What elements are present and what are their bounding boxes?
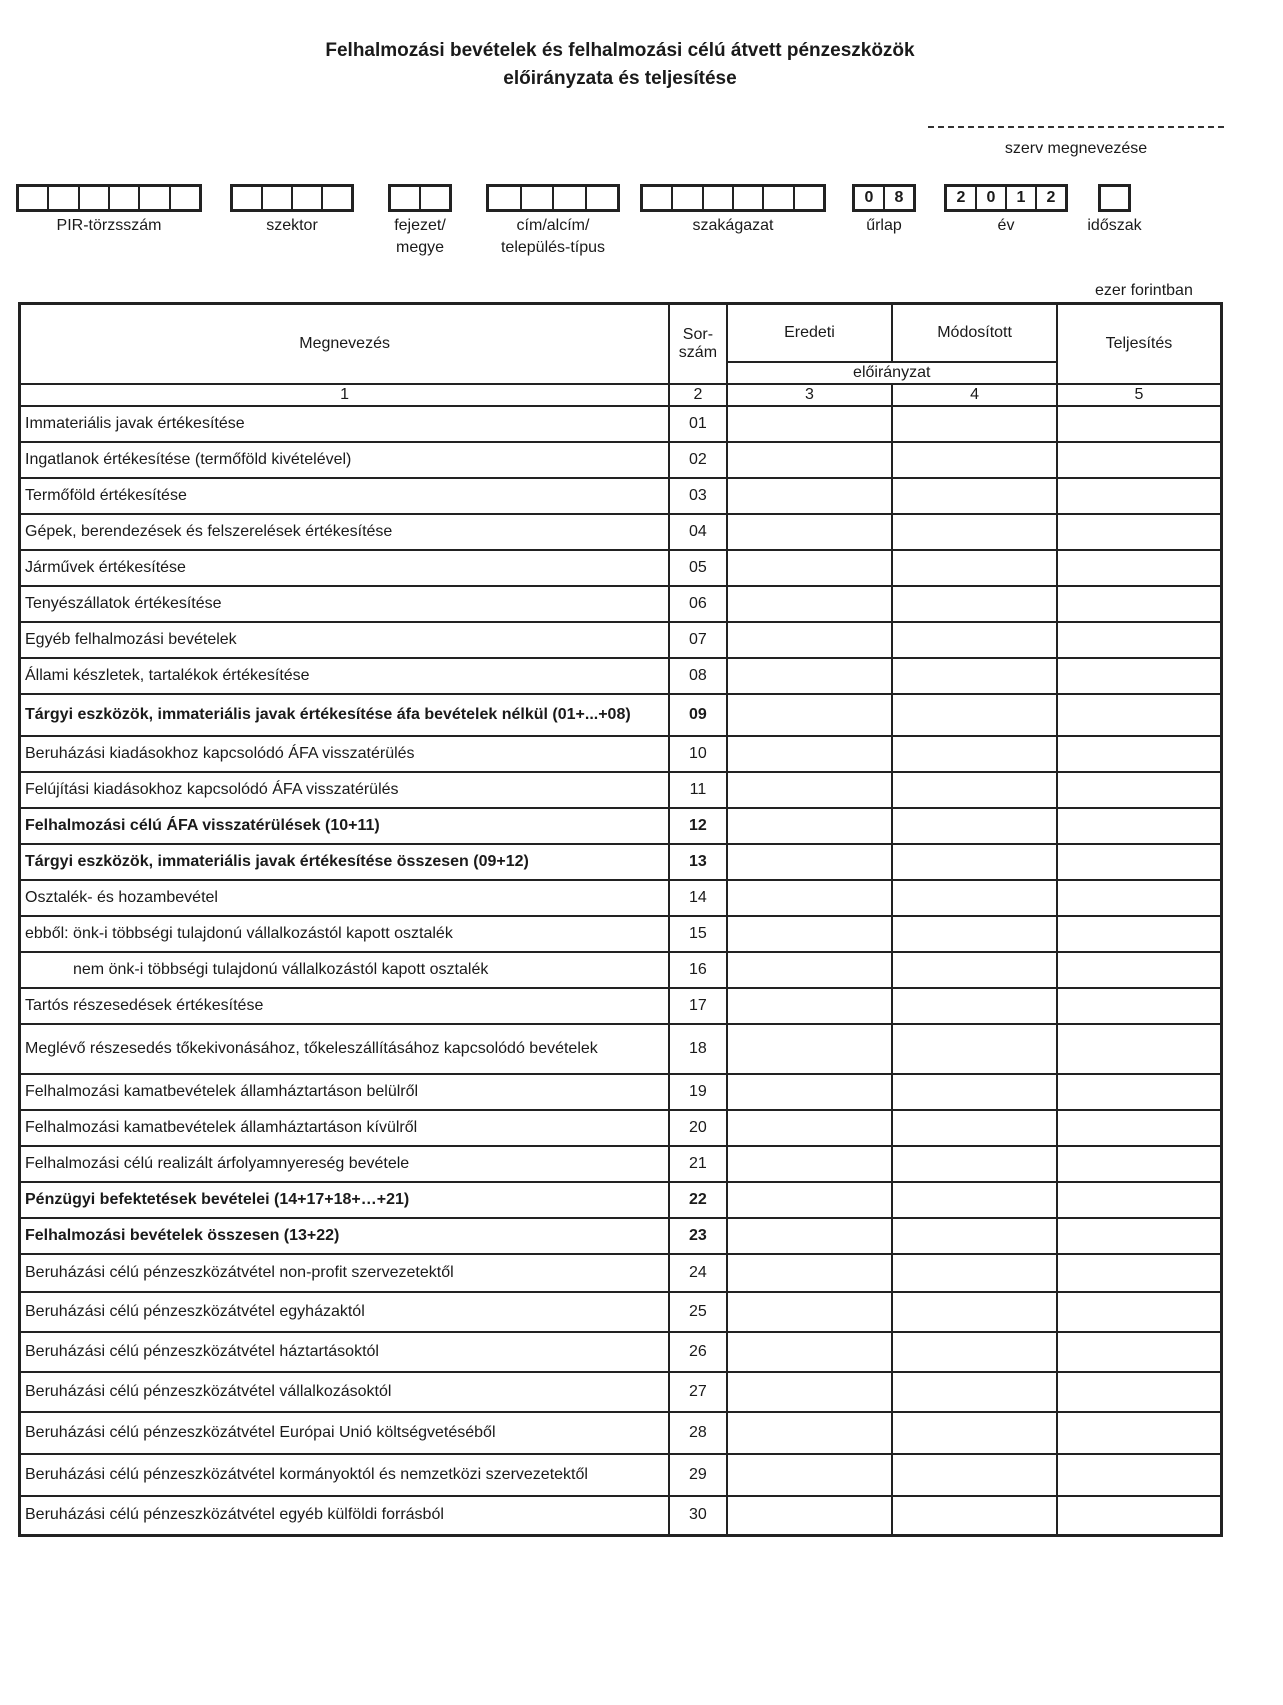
value-cell-modositott[interactable] bbox=[892, 1254, 1057, 1292]
row-number: 07 bbox=[669, 622, 726, 658]
col-number-5: 5 bbox=[1057, 384, 1222, 406]
value-cell-eredeti[interactable] bbox=[727, 1292, 893, 1332]
row-number: 30 bbox=[669, 1496, 726, 1536]
ev-code-cell[interactable]: 2 bbox=[1035, 187, 1065, 209]
row-number: 16 bbox=[669, 952, 726, 988]
value-cell-modositott[interactable] bbox=[892, 1292, 1057, 1332]
idoszak-code-box[interactable] bbox=[1098, 184, 1131, 212]
row-number: 02 bbox=[669, 442, 726, 478]
cim-code-cell[interactable] bbox=[552, 187, 585, 209]
cim-code-cell[interactable] bbox=[520, 187, 553, 209]
value-cell-eredeti[interactable] bbox=[727, 1146, 893, 1182]
value-cell-eredeti[interactable] bbox=[727, 1024, 893, 1074]
header-eloiranyzat: előirányzat bbox=[727, 362, 1057, 384]
col-number-2: 2 bbox=[669, 384, 726, 406]
value-cell-modositott[interactable] bbox=[892, 1496, 1057, 1536]
row-name: Osztalék- és hozambevétel bbox=[20, 880, 670, 916]
value-cell-eredeti[interactable] bbox=[727, 1372, 893, 1412]
row-name: Felhalmozási kamatbevételek államháztartáson kívülről bbox=[20, 1110, 670, 1146]
value-cell-eredeti[interactable] bbox=[727, 1074, 893, 1110]
value-cell-teljesites[interactable] bbox=[1057, 952, 1222, 988]
fejezet-code-cell[interactable] bbox=[391, 187, 419, 209]
value-cell-eredeti[interactable] bbox=[727, 916, 893, 952]
row-name: Felhalmozási kamatbevételek államháztartáson belülről bbox=[20, 1074, 670, 1110]
value-cell-teljesites[interactable] bbox=[1057, 916, 1222, 952]
value-cell-teljesites[interactable] bbox=[1057, 1182, 1222, 1218]
row-number: 18 bbox=[669, 1024, 726, 1074]
urlap-code-cell[interactable]: 8 bbox=[883, 187, 913, 209]
table-row bbox=[20, 844, 1222, 880]
value-cell-teljesites[interactable] bbox=[1057, 844, 1222, 880]
row-number: 15 bbox=[669, 916, 726, 952]
value-cell-modositott[interactable] bbox=[892, 808, 1057, 844]
value-cell-eredeti[interactable] bbox=[727, 988, 893, 1024]
row-name: Pénzügyi befektetések bevételei (14+17+18+…+21) bbox=[20, 1182, 670, 1218]
table-row bbox=[20, 1218, 1222, 1254]
value-cell-teljesites[interactable] bbox=[1057, 1454, 1222, 1496]
pir-code-cell[interactable] bbox=[19, 187, 47, 209]
table-row bbox=[20, 1454, 1222, 1496]
szakagazat-code-cell[interactable] bbox=[702, 187, 732, 209]
value-cell-modositott[interactable] bbox=[892, 844, 1057, 880]
value-cell-teljesites[interactable] bbox=[1057, 1074, 1222, 1110]
ev-code-boxes[interactable] bbox=[944, 184, 1068, 212]
value-cell-modositott[interactable] bbox=[892, 658, 1057, 694]
value-cell-modositott[interactable] bbox=[892, 880, 1057, 916]
row-name: Beruházási célú pénzeszközátvétel non-profit szervezetektől bbox=[20, 1254, 670, 1292]
table-row bbox=[20, 1182, 1222, 1218]
fejezet-label-line2: megye bbox=[395, 239, 445, 256]
row-number: 12 bbox=[669, 808, 726, 844]
row-name: Tárgyi eszközök, immateriális javak értékesítése áfa bevételek nélkül (01+...+08) bbox=[20, 694, 670, 736]
value-cell-modositott[interactable] bbox=[892, 772, 1057, 808]
value-cell-eredeti[interactable] bbox=[727, 406, 893, 442]
table-row bbox=[20, 442, 1222, 478]
value-cell-modositott[interactable] bbox=[892, 1372, 1057, 1412]
szakagazat-label: szakágazat bbox=[692, 217, 774, 234]
value-cell-eredeti[interactable] bbox=[727, 1110, 893, 1146]
value-cell-eredeti[interactable] bbox=[727, 844, 893, 880]
value-cell-teljesites[interactable] bbox=[1057, 622, 1222, 658]
value-cell-modositott[interactable] bbox=[892, 1412, 1057, 1454]
value-cell-eredeti[interactable] bbox=[727, 1412, 893, 1454]
value-cell-teljesites[interactable] bbox=[1057, 1372, 1222, 1412]
table-row bbox=[20, 1496, 1222, 1536]
table-row bbox=[20, 1024, 1222, 1074]
page-title-line1: Felhalmozási bevételek és felhalmozási célú átvett pénzeszközök bbox=[325, 40, 915, 61]
value-cell-teljesites[interactable] bbox=[1057, 586, 1222, 622]
ev-code-cell[interactable]: 0 bbox=[975, 187, 1005, 209]
szerv-label: szerv megnevezése bbox=[1004, 140, 1148, 157]
value-cell-teljesites[interactable] bbox=[1057, 514, 1222, 550]
col-number-1: 1 bbox=[20, 384, 670, 406]
table-row bbox=[20, 988, 1222, 1024]
value-cell-eredeti[interactable] bbox=[727, 952, 893, 988]
row-name: Tartós részesedések értékesítése bbox=[20, 988, 670, 1024]
pir-code-cell[interactable] bbox=[108, 187, 138, 209]
fejezet-label-line1: fejezet/ bbox=[394, 217, 446, 234]
value-cell-eredeti[interactable] bbox=[727, 694, 893, 736]
pir-code-cell[interactable] bbox=[78, 187, 108, 209]
header-teljesites: Teljesítés bbox=[1057, 304, 1222, 384]
pir-code-cell[interactable] bbox=[47, 187, 77, 209]
row-number: 11 bbox=[669, 772, 726, 808]
row-name: Járművek értékesítése bbox=[20, 550, 670, 586]
table-row bbox=[20, 1074, 1222, 1110]
cim-label bbox=[476, 215, 630, 259]
value-cell-eredeti[interactable] bbox=[727, 658, 893, 694]
table-row bbox=[20, 736, 1222, 772]
table-row bbox=[20, 1146, 1222, 1182]
value-cell-eredeti[interactable] bbox=[727, 880, 893, 916]
row-name: Beruházási célú pénzeszközátvétel vállalkozásoktól bbox=[20, 1372, 670, 1412]
value-cell-modositott[interactable] bbox=[892, 988, 1057, 1024]
pir-label: PIR-törzsszám bbox=[56, 217, 162, 234]
cim-label-line1: cím/alcím/ bbox=[516, 217, 590, 234]
value-cell-teljesites[interactable] bbox=[1057, 694, 1222, 736]
row-number: 10 bbox=[669, 736, 726, 772]
value-cell-teljesites[interactable] bbox=[1057, 442, 1222, 478]
cim-label-line2: település-típus bbox=[500, 239, 606, 256]
value-cell-modositott[interactable] bbox=[892, 406, 1057, 442]
value-cell-modositott[interactable] bbox=[892, 1332, 1057, 1372]
ev-code-cell[interactable]: 2 bbox=[956, 189, 966, 206]
row-number: 27 bbox=[669, 1372, 726, 1412]
page-title-line2: előirányzata és teljesítése bbox=[503, 68, 737, 89]
table-row bbox=[20, 1254, 1222, 1292]
row-number: 08 bbox=[669, 658, 726, 694]
table-row bbox=[20, 808, 1222, 844]
row-number: 29 bbox=[669, 1454, 726, 1496]
table-row bbox=[20, 916, 1222, 952]
row-number: 17 bbox=[669, 988, 726, 1024]
szakagazat-code-cell[interactable] bbox=[671, 187, 701, 209]
value-cell-eredeti[interactable] bbox=[727, 442, 893, 478]
value-cell-eredeti[interactable] bbox=[727, 736, 893, 772]
szerv-dashed-line bbox=[928, 126, 1224, 128]
row-number: 06 bbox=[669, 586, 726, 622]
row-name: Meglévő részesedés tőkekivonásához, tőkeleszállításához kapcsolódó bevételek bbox=[20, 1024, 670, 1074]
row-number: 09 bbox=[669, 694, 726, 736]
row-name: Tárgyi eszközök, immateriális javak értékesítése összesen (09+12) bbox=[20, 844, 670, 880]
value-cell-teljesites[interactable] bbox=[1057, 1024, 1222, 1074]
fejezet-code-boxes[interactable] bbox=[388, 184, 452, 212]
urlap-code-cell[interactable]: 0 bbox=[864, 189, 874, 206]
row-number: 20 bbox=[669, 1110, 726, 1146]
row-number: 03 bbox=[669, 478, 726, 514]
value-cell-modositott[interactable] bbox=[892, 1074, 1057, 1110]
row-name: Beruházási célú pénzeszközátvétel egyházaktól bbox=[20, 1292, 670, 1332]
value-cell-teljesites[interactable] bbox=[1057, 880, 1222, 916]
row-name: Felújítási kiadásokhoz kapcsolódó ÁFA visszatérülés bbox=[20, 772, 670, 808]
row-name: Immateriális javak értékesítése bbox=[20, 406, 670, 442]
table-row bbox=[20, 478, 1222, 514]
pir-code-cell[interactable] bbox=[138, 187, 168, 209]
value-cell-modositott[interactable] bbox=[892, 1024, 1057, 1074]
row-number: 28 bbox=[669, 1412, 726, 1454]
szakagazat-code-cell[interactable] bbox=[732, 187, 762, 209]
idoszak-code-cell[interactable] bbox=[1101, 187, 1128, 209]
table-row bbox=[20, 1110, 1222, 1146]
table-row bbox=[20, 1372, 1222, 1412]
row-number: 25 bbox=[669, 1292, 726, 1332]
row-number: 01 bbox=[669, 406, 726, 442]
row-name: Termőföld értékesítése bbox=[20, 478, 670, 514]
col-number-3: 3 bbox=[727, 384, 893, 406]
cim-code-cell[interactable] bbox=[489, 187, 520, 209]
table-row bbox=[20, 622, 1222, 658]
header-modositott: Módosított bbox=[892, 304, 1057, 362]
value-cell-eredeti[interactable] bbox=[727, 586, 893, 622]
table-row bbox=[20, 880, 1222, 916]
value-cell-eredeti[interactable] bbox=[727, 1454, 893, 1496]
data-table bbox=[18, 302, 1223, 1537]
value-cell-teljesites[interactable] bbox=[1057, 772, 1222, 808]
row-name: Felhalmozási célú ÁFA visszatérülések (10+11) bbox=[20, 808, 670, 844]
value-cell-eredeti[interactable] bbox=[727, 808, 893, 844]
header-sorszam-line2: szám bbox=[678, 343, 718, 361]
row-name: Állami készletek, tartalékok értékesítése bbox=[20, 658, 670, 694]
table-row bbox=[20, 694, 1222, 736]
value-cell-eredeti[interactable] bbox=[727, 550, 893, 586]
value-cell-modositott[interactable] bbox=[892, 952, 1057, 988]
ev-label: év bbox=[997, 217, 1015, 234]
row-number: 05 bbox=[669, 550, 726, 586]
urlap-label: űrlap bbox=[866, 217, 902, 234]
table-row bbox=[20, 514, 1222, 550]
szektor-code-boxes[interactable] bbox=[230, 184, 354, 212]
row-name: Beruházási célú pénzeszközátvétel kormányoktól és nemzetközi szervezetektől bbox=[20, 1454, 670, 1496]
value-cell-eredeti[interactable] bbox=[727, 1254, 893, 1292]
row-number: 21 bbox=[669, 1146, 726, 1182]
cim-code-cell[interactable] bbox=[585, 187, 618, 209]
pir-code-boxes[interactable] bbox=[16, 184, 202, 212]
value-cell-eredeti[interactable] bbox=[727, 1218, 893, 1254]
szakagazat-code-cell[interactable] bbox=[793, 187, 823, 209]
pir-code-cell[interactable] bbox=[169, 187, 199, 209]
unit-label: ezer forintban bbox=[1095, 282, 1193, 299]
row-name: Beruházási célú pénzeszközátvétel háztartásoktól bbox=[20, 1332, 670, 1372]
value-cell-teljesites[interactable] bbox=[1057, 406, 1222, 442]
ev-code-cell[interactable]: 1 bbox=[1005, 187, 1035, 209]
row-number: 26 bbox=[669, 1332, 726, 1372]
value-cell-teljesites[interactable] bbox=[1057, 1110, 1222, 1146]
row-name: Gépek, berendezések és felszerelések értékesítése bbox=[20, 514, 670, 550]
row-name: Beruházási kiadásokhoz kapcsolódó ÁFA visszatérülés bbox=[20, 736, 670, 772]
row-name: ebből: önk-i többségi tulajdonú vállalkozástól kapott osztalék bbox=[20, 916, 670, 952]
value-cell-modositott[interactable] bbox=[892, 478, 1057, 514]
row-number: 04 bbox=[669, 514, 726, 550]
value-cell-teljesites[interactable] bbox=[1057, 658, 1222, 694]
table-row bbox=[20, 550, 1222, 586]
value-cell-teljesites[interactable] bbox=[1057, 550, 1222, 586]
table-row bbox=[20, 772, 1222, 808]
value-cell-modositott[interactable] bbox=[892, 442, 1057, 478]
value-cell-modositott[interactable] bbox=[892, 694, 1057, 736]
row-number: 24 bbox=[669, 1254, 726, 1292]
value-cell-modositott[interactable] bbox=[892, 736, 1057, 772]
value-cell-teljesites[interactable] bbox=[1057, 1332, 1222, 1372]
value-cell-eredeti[interactable] bbox=[727, 622, 893, 658]
row-number: 22 bbox=[669, 1182, 726, 1218]
row-number: 13 bbox=[669, 844, 726, 880]
table-row bbox=[20, 952, 1222, 988]
szektor-code-cell[interactable] bbox=[321, 187, 351, 209]
value-cell-teljesites[interactable] bbox=[1057, 1146, 1222, 1182]
row-name: Felhalmozási célú realizált árfolyamnyereség bevétele bbox=[20, 1146, 670, 1182]
fejezet-code-cell[interactable] bbox=[419, 187, 449, 209]
header-megnevezes: Megnevezés bbox=[20, 304, 670, 384]
value-cell-eredeti[interactable] bbox=[727, 1496, 893, 1536]
row-name: Beruházási célú pénzeszközátvétel Európai Unió költségvetéséből bbox=[20, 1412, 670, 1454]
value-cell-modositott[interactable] bbox=[892, 1110, 1057, 1146]
value-cell-modositott[interactable] bbox=[892, 916, 1057, 952]
urlap-code-boxes[interactable] bbox=[852, 184, 916, 212]
row-name: nem önk-i többségi tulajdonú vállalkozástól kapott osztalék bbox=[20, 952, 670, 988]
szakagazat-code-cell[interactable] bbox=[643, 187, 671, 209]
idoszak-label: időszak bbox=[1087, 217, 1142, 234]
row-name: Felhalmozási bevételek összesen (13+22) bbox=[20, 1218, 670, 1254]
row-name: Ingatlanok értékesítése (termőföld kivételével) bbox=[20, 442, 670, 478]
szakagazat-code-boxes[interactable] bbox=[640, 184, 826, 212]
fejezet-label bbox=[370, 215, 470, 259]
value-cell-eredeti[interactable] bbox=[727, 1182, 893, 1218]
value-cell-modositott[interactable] bbox=[892, 514, 1057, 550]
row-name: Beruházási célú pénzeszközátvétel egyéb külföldi forrásból bbox=[20, 1496, 670, 1536]
header-sorszam-line1: Sor- bbox=[682, 325, 714, 343]
value-cell-teljesites[interactable] bbox=[1057, 1496, 1222, 1536]
row-name: Egyéb felhalmozási bevételek bbox=[20, 622, 670, 658]
table-row bbox=[20, 406, 1222, 442]
table-row bbox=[20, 586, 1222, 622]
value-cell-eredeti[interactable] bbox=[727, 772, 893, 808]
value-cell-eredeti[interactable] bbox=[727, 1332, 893, 1372]
row-name: Tenyészállatok értékesítése bbox=[20, 586, 670, 622]
header-eredeti: Eredeti bbox=[727, 304, 893, 362]
value-cell-teljesites[interactable] bbox=[1057, 478, 1222, 514]
value-cell-modositott[interactable] bbox=[892, 586, 1057, 622]
table-row bbox=[20, 1292, 1222, 1332]
value-cell-modositott[interactable] bbox=[892, 1146, 1057, 1182]
value-cell-teljesites[interactable] bbox=[1057, 1292, 1222, 1332]
szektor-code-cell[interactable] bbox=[233, 187, 261, 209]
cim-code-boxes[interactable] bbox=[486, 184, 620, 212]
value-cell-eredeti[interactable] bbox=[727, 514, 893, 550]
value-cell-eredeti[interactable] bbox=[727, 478, 893, 514]
value-cell-modositott[interactable] bbox=[892, 1454, 1057, 1496]
value-cell-teljesites[interactable] bbox=[1057, 988, 1222, 1024]
header-sorszam bbox=[669, 304, 726, 384]
value-cell-teljesites[interactable] bbox=[1057, 1254, 1222, 1292]
szakagazat-code-cell[interactable] bbox=[762, 187, 792, 209]
col-number-4: 4 bbox=[892, 384, 1057, 406]
value-cell-teljesites[interactable] bbox=[1057, 736, 1222, 772]
value-cell-teljesites[interactable] bbox=[1057, 1218, 1222, 1254]
value-cell-modositott[interactable] bbox=[892, 622, 1057, 658]
row-number: 19 bbox=[669, 1074, 726, 1110]
value-cell-teljesites[interactable] bbox=[1057, 1412, 1222, 1454]
value-cell-modositott[interactable] bbox=[892, 550, 1057, 586]
row-number: 23 bbox=[669, 1218, 726, 1254]
row-number: 14 bbox=[669, 880, 726, 916]
value-cell-modositott[interactable] bbox=[892, 1218, 1057, 1254]
table-row bbox=[20, 1412, 1222, 1454]
value-cell-teljesites[interactable] bbox=[1057, 808, 1222, 844]
table-row bbox=[20, 658, 1222, 694]
szektor-label: szektor bbox=[266, 217, 318, 234]
table-row bbox=[20, 1332, 1222, 1372]
szektor-code-cell[interactable] bbox=[261, 187, 291, 209]
szektor-code-cell[interactable] bbox=[291, 187, 321, 209]
value-cell-modositott[interactable] bbox=[892, 1182, 1057, 1218]
